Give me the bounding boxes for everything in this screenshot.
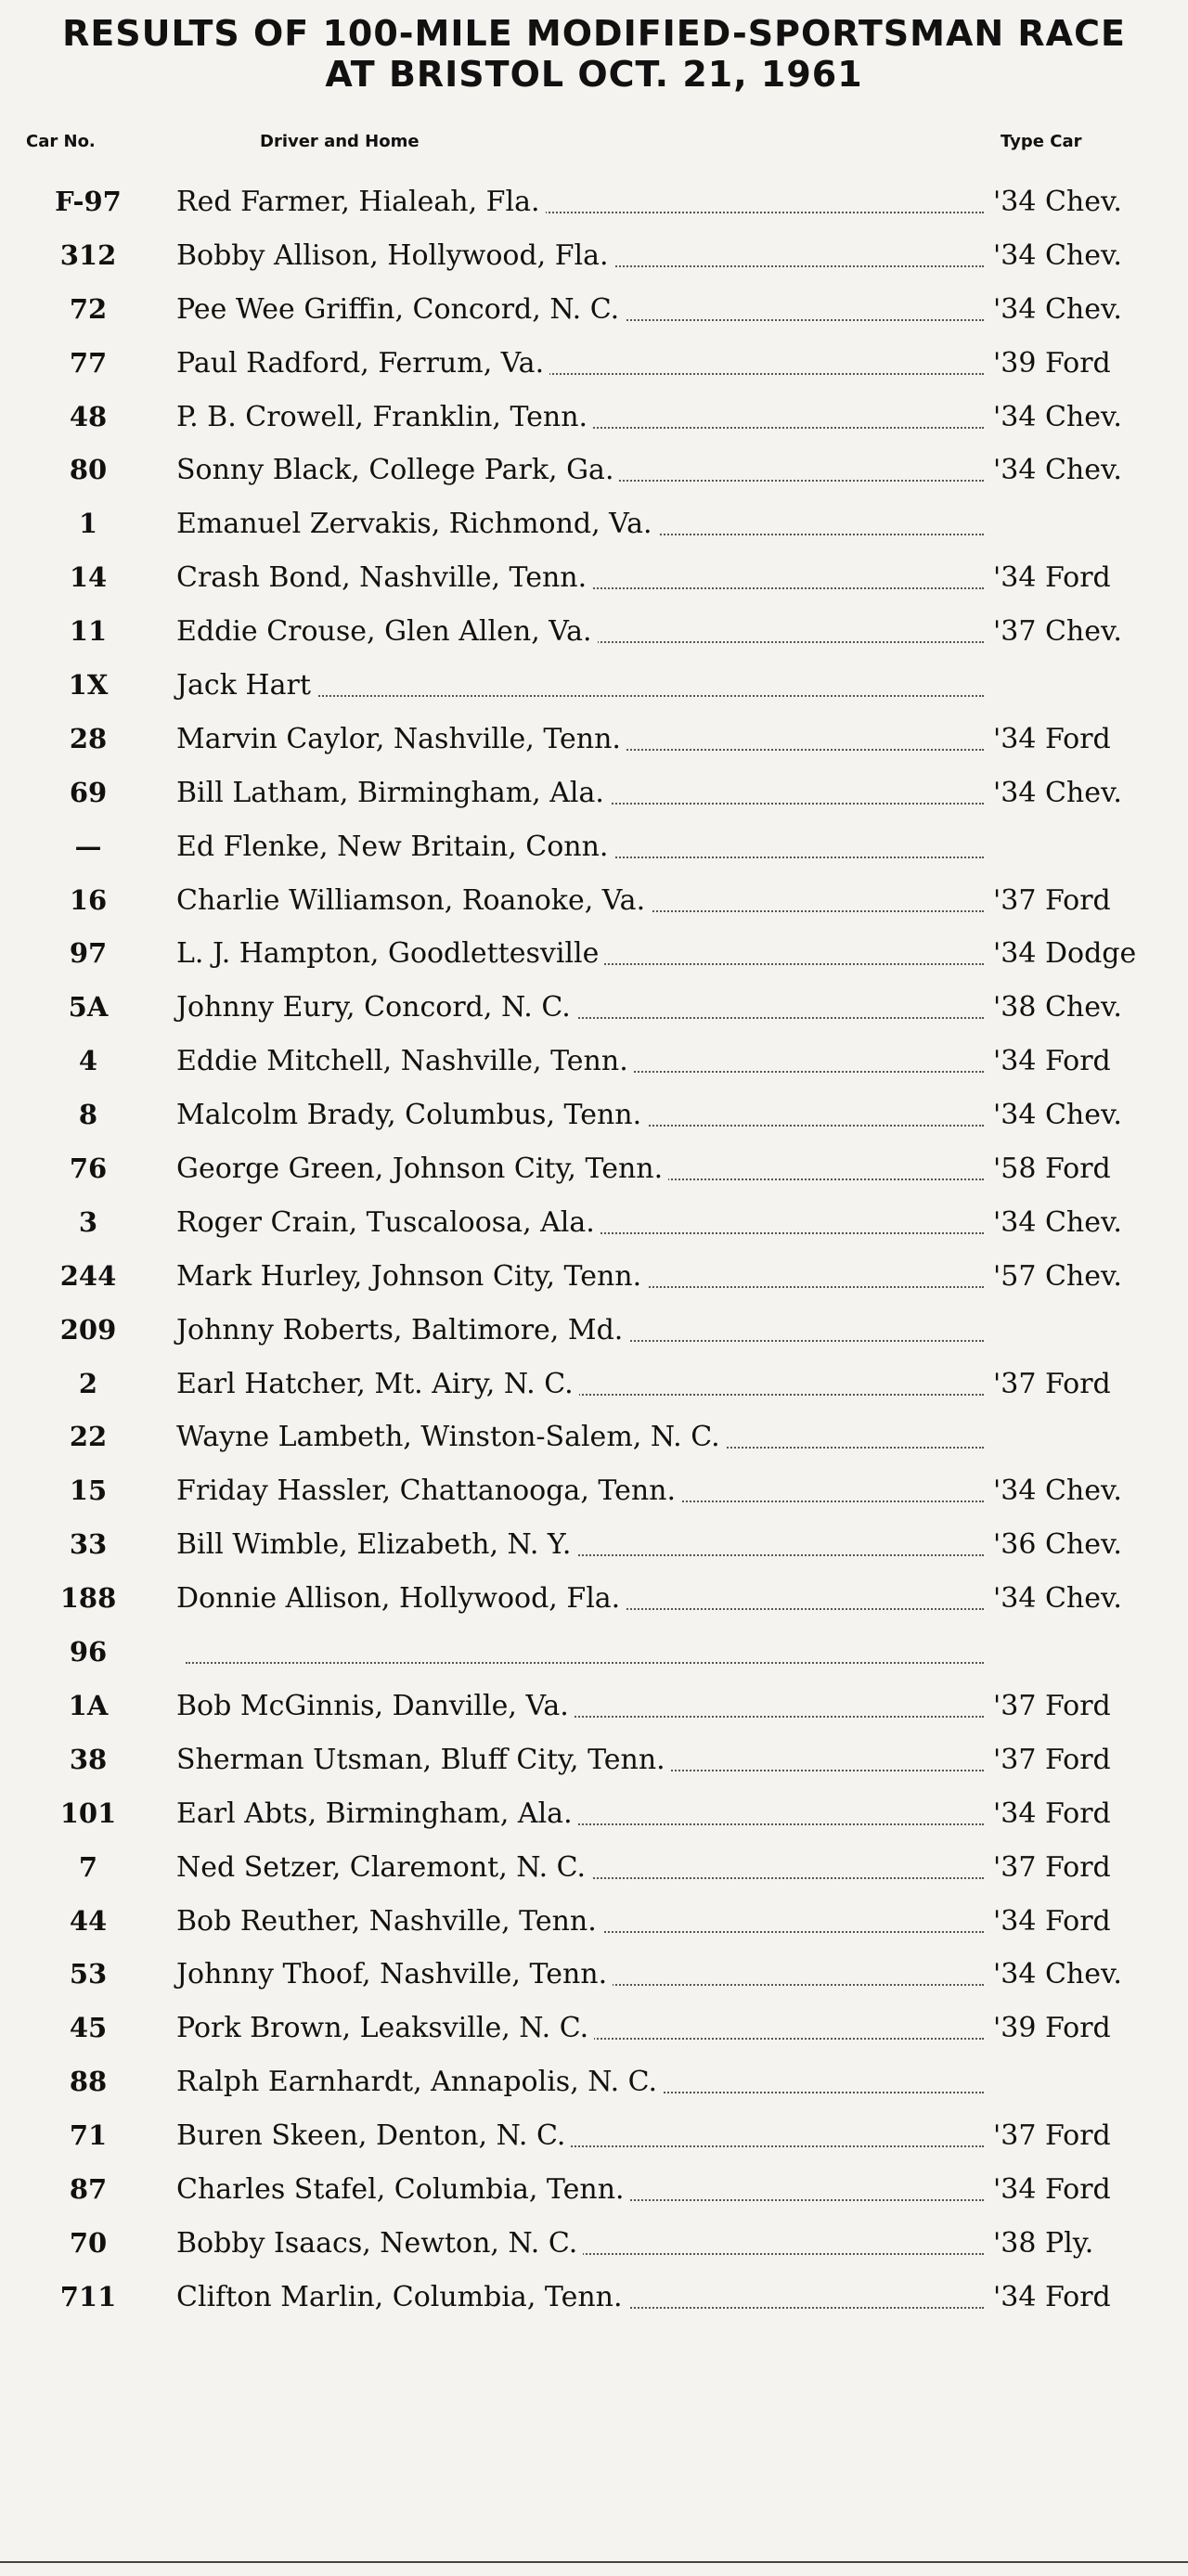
driver-and-home: Pork Brown, Leaksville, N. C. (176, 2012, 594, 2044)
driver-and-home: L. J. Hampton, Goodlettesville (176, 937, 604, 970)
driver-and-home: Ned Setzer, Claremont, N. C. (176, 1851, 591, 1884)
driver-and-home: Bob McGinnis, Danville, Va. (176, 1690, 575, 1722)
result-row (0, 660, 1188, 714)
driver-and-home: P. B. Crowell, Franklin, Tenn. (176, 401, 593, 433)
driver-and-home: Bobby Isaacs, Newton, N. C. (176, 2227, 583, 2260)
result-row (0, 606, 1188, 660)
car-number: 69 (69, 776, 108, 808)
car-number: 711 (59, 2280, 117, 2312)
car-type: '34 Chev. (993, 292, 1122, 326)
car-number: 312 (59, 238, 117, 271)
column-header-driver: Driver and Home (260, 132, 420, 151)
car-type: '34 Chev. (993, 776, 1122, 809)
car-number: 80 (69, 454, 108, 486)
car-number: 53 (69, 1958, 108, 1990)
car-type: '34 Ford (993, 2172, 1111, 2206)
result-row (0, 2003, 1188, 2056)
car-number: 22 (69, 1421, 108, 1453)
driver-and-home: Malcolm Brady, Columbus, Tenn. (176, 1099, 647, 1131)
car-number: 14 (69, 561, 108, 594)
result-row (0, 821, 1188, 875)
car-type: '37 Ford (993, 2119, 1111, 2153)
driver-and-home: Ed Flenke, New Britain, Conn. (176, 831, 613, 863)
car-number: 38 (69, 1743, 108, 1775)
result-row (0, 1573, 1188, 1627)
result-row (0, 1305, 1188, 1359)
result-row (0, 1519, 1188, 1573)
result-row (0, 1251, 1188, 1305)
driver-and-home: Emanuel Zervakis, Richmond, Va. (176, 508, 658, 540)
car-number: 11 (69, 615, 108, 648)
result-row (0, 767, 1188, 821)
car-type: '37 Ford (993, 1689, 1111, 1722)
car-type: '34 Chev. (993, 1205, 1122, 1239)
driver-and-home: Johnny Roberts, Baltimore, Md. (176, 1314, 628, 1346)
car-number: 28 (69, 722, 108, 754)
result-row (0, 1949, 1188, 2003)
driver-and-home: Johnny Thoof, Nashville, Tenn. (176, 1958, 613, 1990)
car-type: '34 Ford (993, 1904, 1111, 1938)
car-type: '38 Ply. (993, 2226, 1094, 2260)
car-type: '39 Ford (993, 2012, 1111, 2045)
car-type: '34 Ford (993, 1797, 1111, 1830)
driver-and-home: Charlie Williamson, Roanoke, Va. (176, 884, 651, 917)
document-title: RESULTS OF 100-MILE MODIFIED-SPORTSMAN RACE (62, 13, 1126, 54)
car-type: '34 Chev. (993, 186, 1122, 218)
result-row (0, 1036, 1188, 1089)
car-number: 1 (78, 508, 98, 540)
car-number: — (74, 830, 102, 862)
car-number: 16 (69, 883, 108, 916)
car-number: 97 (69, 937, 108, 970)
car-number: 48 (69, 400, 108, 432)
car-type: '57 Chev. (993, 1259, 1122, 1293)
car-number: 7 (78, 1850, 98, 1883)
driver-and-home: George Green, Johnson City, Tenn. (176, 1153, 668, 1185)
car-type: '34 Chev. (993, 1099, 1122, 1132)
result-row (0, 1089, 1188, 1143)
result-row (0, 1896, 1188, 1950)
result-row (0, 392, 1188, 445)
result-row (0, 1411, 1188, 1465)
result-row (0, 498, 1188, 552)
car-number: 1A (68, 1689, 109, 1721)
driver-and-home: Earl Abts, Birmingham, Ala. (176, 1797, 578, 1830)
car-type: '39 Ford (993, 346, 1111, 380)
result-row (0, 1627, 1188, 1681)
car-type: '36 Chev. (993, 1528, 1122, 1562)
driver-and-home: Clifton Marlin, Columbia, Tenn. (176, 2281, 628, 2313)
car-number: 96 (69, 1636, 108, 1668)
result-row (0, 1681, 1188, 1734)
car-type: '34 Dodge (993, 937, 1137, 971)
driver-and-home: Pee Wee Griffin, Concord, N. C. (176, 293, 625, 326)
car-number: 76 (69, 1153, 108, 1185)
result-row (0, 338, 1188, 392)
result-row (0, 2272, 1188, 2325)
driver-and-home: Buren Skeen, Denton, N. C. (176, 2119, 571, 2152)
car-number: 33 (69, 1528, 108, 1561)
car-number: 8 (78, 1099, 98, 1131)
car-number: 1X (68, 669, 109, 702)
car-type: '37 Ford (993, 1367, 1111, 1400)
result-row (0, 982, 1188, 1036)
result-row (0, 1143, 1188, 1197)
bottom-rule (0, 2561, 1188, 2563)
car-number: 209 (59, 1313, 117, 1346)
result-row (0, 1788, 1188, 1842)
result-row (0, 444, 1188, 498)
car-number: 3 (78, 1205, 98, 1238)
driver-and-home: Eddie Crouse, Glen Allen, Va. (176, 615, 598, 648)
result-row (0, 1359, 1188, 1412)
car-number: 44 (69, 1904, 108, 1937)
result-row (0, 2164, 1188, 2218)
driver-and-home: Eddie Mitchell, Nashville, Tenn. (176, 1045, 634, 1077)
result-row (0, 284, 1188, 338)
result-row (0, 875, 1188, 929)
driver-and-home: Bill Latham, Birmingham, Ala. (176, 777, 610, 809)
car-type: '34 Chev. (993, 1958, 1122, 1991)
car-number: F-97 (55, 186, 122, 217)
driver-and-home: Crash Bond, Nashville, Tenn. (176, 561, 592, 594)
driver-and-home: Marvin Caylor, Nashville, Tenn. (176, 723, 626, 755)
driver-and-home: Red Farmer, Hialeah, Fla. (176, 186, 546, 218)
car-type: '37 Ford (993, 883, 1111, 917)
result-row (0, 1842, 1188, 1896)
car-number: 71 (69, 2119, 108, 2152)
column-header-type: Type Car (1001, 132, 1082, 151)
car-type: '34 Chev. (993, 238, 1122, 272)
driver-and-home: Mark Hurley, Johnson City, Tenn. (176, 1260, 647, 1293)
result-row (0, 2056, 1188, 2110)
car-type: '34 Ford (993, 561, 1111, 595)
driver-and-home: Johnny Eury, Concord, N. C. (176, 991, 576, 1024)
driver-and-home: Charles Stafel, Columbia, Tenn. (176, 2173, 630, 2206)
car-number: 101 (59, 1797, 117, 1829)
car-type: '34 Chev. (993, 1475, 1122, 1508)
driver-and-home: Roger Crain, Tuscaloosa, Ala. (176, 1206, 600, 1239)
column-header-car-no: Car No. (26, 132, 96, 151)
result-row (0, 552, 1188, 606)
document-subtitle: AT BRISTOL OCT. 21, 1961 (325, 54, 863, 95)
driver-and-home: Earl Hatcher, Mt. Airy, N. C. (176, 1368, 579, 1400)
car-type: '34 Chev. (993, 454, 1122, 487)
car-type: '34 Chev. (993, 1582, 1122, 1616)
driver-and-home: Bobby Allison, Hollywood, Fla. (176, 239, 614, 272)
result-row (0, 2218, 1188, 2272)
driver-and-home: Donnie Allison, Hollywood, Fla. (176, 1582, 626, 1615)
car-type: '34 Ford (993, 722, 1111, 755)
driver-and-home: Sonny Black, College Park, Ga. (176, 454, 619, 486)
car-number: 188 (59, 1582, 117, 1615)
car-type: '34 Chev. (993, 400, 1122, 433)
car-number: 4 (78, 1045, 98, 1077)
result-row (0, 1734, 1188, 1788)
result-row (0, 176, 1188, 230)
result-row (0, 928, 1188, 982)
car-number: 87 (69, 2172, 108, 2205)
car-type: '37 Chev. (993, 615, 1122, 649)
results-list (0, 176, 1188, 2325)
car-type: '37 Ford (993, 1850, 1111, 1884)
car-type: '58 Ford (993, 1153, 1111, 1186)
result-row (0, 714, 1188, 767)
car-type: '37 Ford (993, 1743, 1111, 1776)
car-number: 244 (59, 1259, 117, 1292)
car-type: '34 Ford (993, 1045, 1111, 1078)
result-row (0, 2110, 1188, 2164)
car-type: '38 Chev. (993, 991, 1122, 1024)
driver-and-home: Ralph Earnhardt, Annapolis, N. C. (176, 2066, 663, 2098)
driver-and-home: Jack Hart (176, 669, 316, 702)
car-number: 72 (69, 292, 108, 325)
driver-and-home: Bill Wimble, Elizabeth, N. Y. (176, 1528, 576, 1561)
car-number: 70 (69, 2226, 108, 2259)
car-type: '34 Ford (993, 2280, 1111, 2313)
car-number: 77 (69, 346, 108, 379)
result-row (0, 1197, 1188, 1251)
driver-and-home: Paul Radford, Ferrum, Va. (176, 347, 549, 380)
driver-and-home: Wayne Lambeth, Winston-Salem, N. C. (176, 1421, 726, 1453)
car-number: 15 (69, 1475, 108, 1507)
result-row (0, 1465, 1188, 1519)
car-number: 88 (69, 2066, 108, 2098)
driver-and-home: Sherman Utsman, Bluff City, Tenn. (176, 1744, 671, 1776)
leader-dots (186, 1662, 984, 1664)
car-number: 5A (68, 991, 109, 1024)
result-row (0, 230, 1188, 284)
car-number: 45 (69, 2012, 108, 2044)
car-number: 2 (78, 1367, 98, 1399)
driver-and-home: Friday Hassler, Chattanooga, Tenn. (176, 1475, 681, 1507)
driver-and-home: Bob Reuther, Nashville, Tenn. (176, 1905, 602, 1938)
